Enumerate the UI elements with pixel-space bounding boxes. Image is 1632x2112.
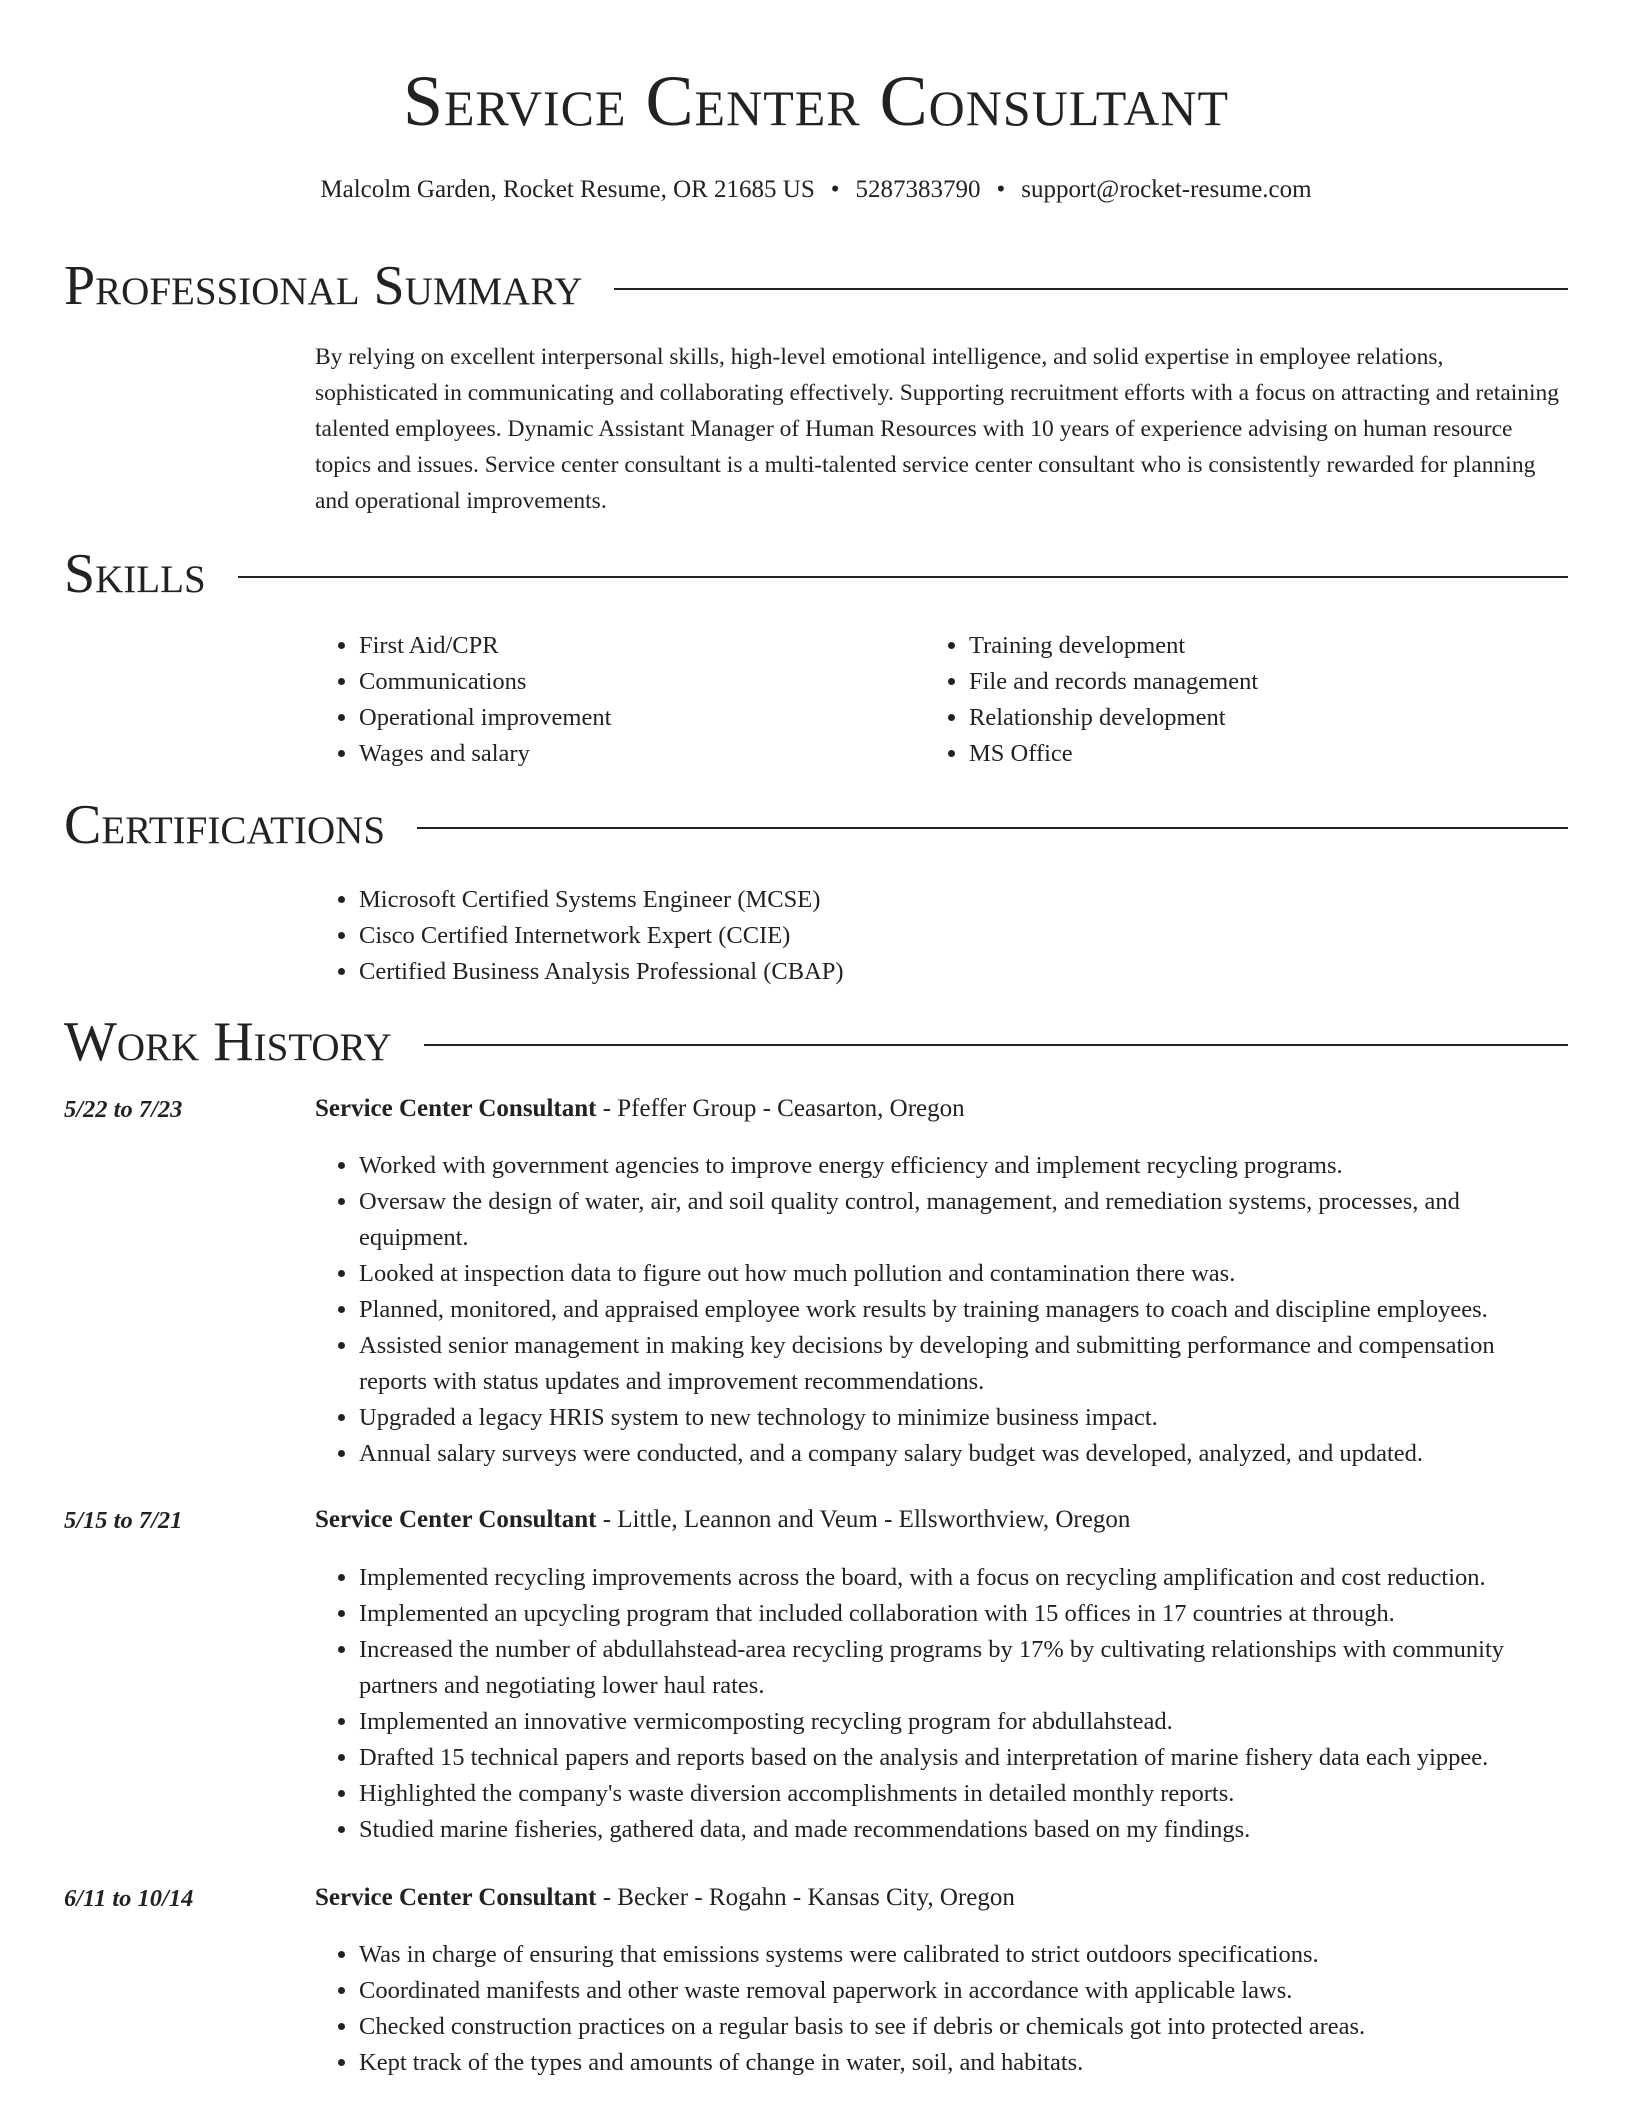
job-bullet: • Kept track of the types and amounts of change in water, soil, and habitats. [359,2045,1568,2081]
summary-section-header [64,255,1568,317]
job-bullet: • Increased the number of abdullahstead-area recycling programs by 17% by cultivating relationships with community partners and negotiating lower haul rates. [359,1632,1568,1704]
section-divider [238,576,1568,578]
job-bullet: • Implemented an innovative vermicomposting recycling program for abdullahstead. [359,1704,1568,1740]
contact-address: Malcolm Garden, Rocket Resume, OR 21685 US [320,176,815,203]
job-dates: 5/22 to 7/23 [64,1096,183,1123]
skill-item: • MS Office [969,736,1258,772]
skills-heading: Skills [64,543,206,605]
contact-separator: • [996,176,1006,203]
summary-heading: Professional Summary [64,255,583,317]
job-dates: 6/11 to 10/14 [64,1885,194,1912]
summary-text: By relying on excellent interpersonal skills, high-level emotional intelligence, and solid expertise in employee relations, sophisticated in communicating and collaborating effectively. Supporting recruitment efforts with a focus on attracting and retaining talented employees. Dynamic Assistant Manager of Human Resources with 10 years of experience advising on human resource topics and issues. Service center consultant is a multi-talented service center consultant who is consistently rewarded for planning and operational improvements. [315,344,1560,514]
job-bullets [315,1937,1568,2081]
job-bullet: • Highlighted the company's waste diversion accomplishments in detailed monthly reports. [359,1776,1568,1812]
contact-email[interactable]: support@rocket-resume.com [1021,176,1312,203]
skill-item: • Training development [969,628,1258,664]
job-bullet: • Implemented an upcycling program that included collaboration with 15 offices in 17 countries at through. [359,1596,1568,1632]
job-heading [315,1095,1568,1123]
job-bullet: • Checked construction practices on a regular basis to see if debris or chemicals got into protected areas. [359,2009,1568,2045]
certifications-heading: Certifications [64,794,386,856]
job-bullet: • Coordinated manifests and other waste removal paperwork in accordance with applicable laws. [359,1973,1568,2009]
job-bullet: • Drafted 15 technical papers and reports based on the analysis and interpretation of marine fishery data each yippee. [359,1740,1568,1776]
certifications-section-header [64,794,1568,856]
skills-column-right [925,628,1258,772]
contact-line [0,176,1632,204]
job-title: Service Center Consultant [315,1506,597,1533]
job-company: - Becker - Rogahn - Kansas City, Oregon [596,1884,1015,1911]
skill-item: • Communications [359,664,611,700]
job-title: Service Center Consultant [315,1095,597,1122]
job-bullet: • Looked at inspection data to figure out how much pollution and contamination there was. [359,1256,1568,1292]
work-history-section-header [64,1011,1568,1073]
contact-phone: 5287383790 [855,176,981,203]
certification-item: • Microsoft Certified Systems Engineer (MCSE) [359,882,1568,918]
skill-item: • Operational improvement [359,700,611,736]
job-bullets [315,1148,1568,1472]
job-bullet: • Was in charge of ensuring that emissions systems were calibrated to strict outdoors specifications. [359,1937,1568,1973]
skill-item: • Wages and salary [359,736,611,772]
skill-item: • File and records management [969,664,1258,700]
skill-item: • First Aid/CPR [359,628,611,664]
skills-section-header [64,543,1568,605]
job-company: - Little, Leannon and Veum - Ellsworthview, Oregon [596,1506,1131,1533]
section-divider [614,288,1568,290]
job-bullet: • Worked with government agencies to improve energy efficiency and implement recycling programs. [359,1148,1568,1184]
job-bullet: • Oversaw the design of water, air, and soil quality control, management, and remediation systems, processes, and equipment. [359,1184,1568,1256]
skills-column-left [315,628,611,772]
job-bullet: • Studied marine fisheries, gathered data, and made recommendations based on my findings. [359,1812,1568,1848]
job-dates: 5/15 to 7/21 [64,1507,183,1534]
job-heading [315,1506,1568,1534]
job-title: Service Center Consultant [315,1884,597,1911]
certifications-list [315,882,1568,990]
job-heading [315,1884,1568,1912]
work-history-heading: Work History [64,1011,392,1073]
job-bullet: • Implemented recycling improvements across the board, with a focus on recycling amplification and cost reduction. [359,1560,1568,1596]
resume-title: Service Center Consultant [402,61,1230,141]
job-bullet: • Annual salary surveys were conducted, and a company salary budget was developed, analyzed, and updated. [359,1436,1568,1472]
certification-item: • Cisco Certified Internetwork Expert (CCIE) [359,918,1568,954]
certification-item: • Certified Business Analysis Professional (CBAP) [359,954,1568,990]
job-bullet: • Assisted senior management in making key decisions by developing and submitting performance and compensation reports with status updates and improvement recommendations. [359,1328,1568,1400]
section-divider [424,1044,1568,1046]
skill-item: • Relationship development [969,700,1258,736]
section-divider [417,827,1568,829]
job-bullets [315,1560,1568,1848]
job-bullet: • Planned, monitored, and appraised employee work results by training managers to coach and discipline employees. [359,1292,1568,1328]
contact-separator: • [830,176,840,203]
job-company: - Pfeffer Group - Ceasarton, Oregon [596,1095,965,1122]
job-bullet: • Upgraded a legacy HRIS system to new technology to minimize business impact. [359,1400,1568,1436]
